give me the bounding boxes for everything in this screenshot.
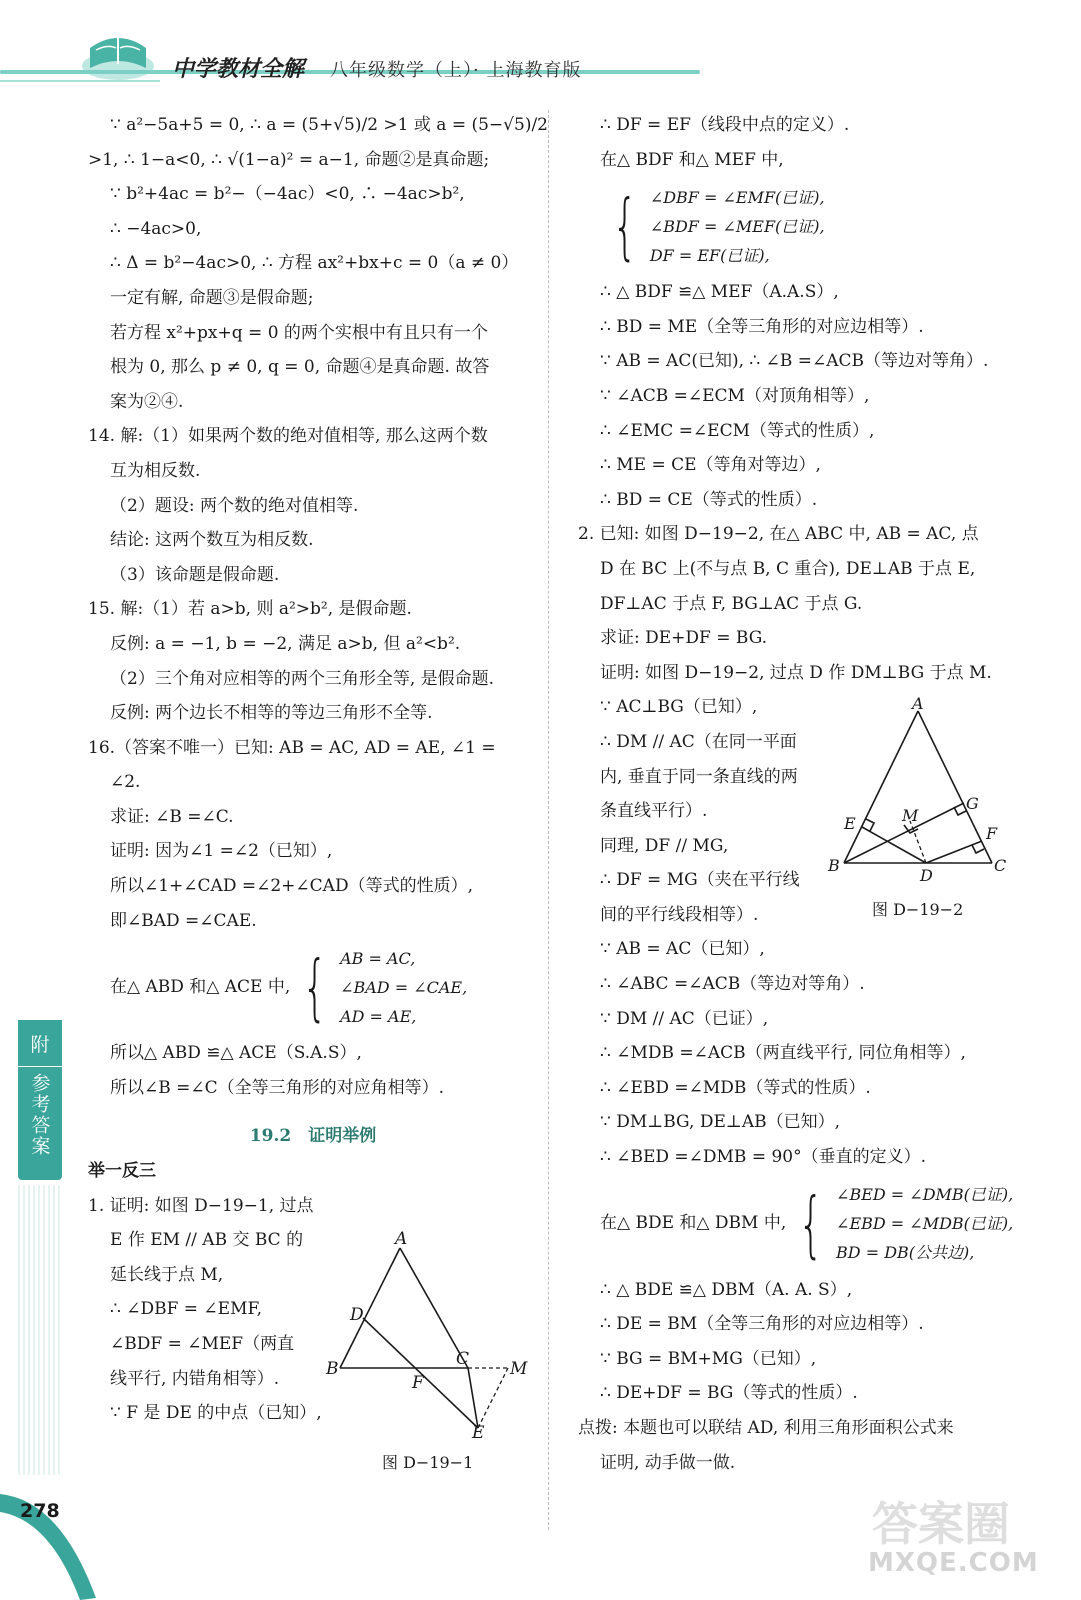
- text-line: ∠2.: [110, 772, 141, 793]
- text-line: ∴ △ BDE ≌△ DBM（A. A. S）,: [600, 1279, 853, 1300]
- brace-item: ∠EBD = ∠MDB(已证),: [836, 1214, 1014, 1234]
- figure-d-19-2: [822, 695, 1022, 895]
- side-tab-char: 附: [18, 1020, 62, 1067]
- point-label-f: F: [986, 824, 998, 843]
- brace-item: ∠BED = ∠DMB(已证),: [836, 1185, 1014, 1205]
- segment-em: [478, 1368, 508, 1428]
- text-line: 案为②④.: [110, 391, 184, 412]
- text-line: ∵ ∠ACB =∠ECM（对顶角相等）,: [600, 385, 870, 406]
- text-line: （2）三个角对应相等的两个三角形全等, 是假命题.: [110, 668, 495, 689]
- text-line: 证明: 因为∠1 =∠2（已知）,: [110, 841, 333, 862]
- text-line: 所以∠1+∠CAD =∠2+∠CAD（等式的性质）,: [110, 876, 473, 897]
- text-line: ∴ △ BDF ≌△ MEF（A.A.S）,: [600, 282, 839, 303]
- text-line: ∴ Δ = b²−4ac>0, ∴ 方程 ax²+bx+c = 0（a ≠ 0）: [110, 253, 519, 274]
- text-line: ∴ BD = CE（等式的性质）.: [600, 489, 818, 510]
- brace-glyph: {: [612, 184, 638, 269]
- congruence-system: [88, 938, 538, 1036]
- text-line: 求证: ∠B =∠C.: [110, 806, 234, 827]
- text-line: ∵ b²+4ac = b²−（−4ac）<0, ∴ −4ac>b²,: [110, 184, 465, 205]
- brace-glyph: {: [302, 945, 328, 1030]
- brace-item: AD = AE,: [340, 1006, 417, 1026]
- figure-caption-1: 图 D−19−1: [382, 1453, 474, 1472]
- text-line: 所以∠B =∠C（全等三角形的对应角相等）.: [110, 1077, 445, 1098]
- text-line: D 在 BC 上(不与点 B, C 重合), DE⊥AB 于点 E,: [600, 558, 976, 579]
- hint-line: 点拨: 本题也可以联结 AD, 利用三角形面积公式来: [578, 1418, 954, 1438]
- question-14: 14. 解:（1）如果两个数的绝对值相等, 那么这两个数: [88, 426, 488, 447]
- point-label-a: A: [912, 695, 924, 713]
- text-line: ∵ AC⊥BG（已知）,: [600, 697, 758, 718]
- congruence-system: [578, 177, 1048, 275]
- text-line: >1, ∴ 1−a<0, ∴ √(1−a)² = a−1, 命题②是真命题;: [88, 149, 490, 170]
- question-2: 2. 已知: 如图 D−19−2, 在△ ABC 中, AB = AC, 点: [578, 524, 979, 545]
- header-rule-short: [0, 80, 160, 82]
- point-label-m: M: [902, 806, 919, 825]
- text-line: 一定有解, 命题③是假命题;: [110, 287, 314, 308]
- watermark-text: MXQE.COM: [868, 1548, 1039, 1578]
- point-label-d: D: [350, 1305, 364, 1325]
- brace-glyph: {: [798, 1181, 824, 1266]
- text-line: ∵ a²−5a+5 = 0, ∴ a = (5+√5)/2 >1 或 a = (5−√5)/2: [110, 115, 548, 135]
- right-angle-f: [972, 845, 984, 853]
- text-line: DF⊥AC 于点 F, BG⊥AC 于点 G.: [600, 593, 863, 614]
- page-number: 278: [20, 1500, 60, 1522]
- text-line: 即∠BAD =∠CAE.: [110, 910, 257, 931]
- figure-caption-2: 图 D−19−2: [872, 900, 964, 919]
- figure-d-19-1: [320, 1230, 540, 1440]
- text-line: 线平行, 内错角相等）.: [110, 1368, 280, 1389]
- text-line: 根为 0, 那么 p ≠ 0, q = 0, 命题④是真命题. 故答: [110, 357, 490, 378]
- point-label-e: E: [472, 1423, 485, 1440]
- brace-items: [340, 944, 467, 1031]
- text-line: 证明: 如图 D−19−2, 过点 D 作 DM⊥BG 于点 M.: [600, 662, 992, 683]
- brace-item: ∠DBF = ∠EMF(已证),: [649, 187, 825, 207]
- point-label-f: F: [412, 1373, 424, 1393]
- text-line: 延长线于点 M,: [110, 1264, 224, 1285]
- point-label-c: C: [994, 856, 1007, 875]
- text-line: ∴ DM // AC（在同一平面: [600, 731, 797, 752]
- text-line: 同理, DF // MG,: [600, 835, 729, 856]
- page-header: [0, 0, 1081, 100]
- question-1: 1. 证明: 如图 D−19−1, 过点: [88, 1195, 314, 1216]
- segment-ac: [918, 711, 992, 863]
- text-line: ∴ ∠EBD =∠MDB（等式的性质）.: [600, 1077, 871, 1098]
- brace-lead: 在△ BDE 和△ DBM 中,: [600, 1213, 787, 1234]
- text-line: ∵ AB = AC（已知）,: [600, 939, 765, 960]
- text-line: ∴ ∠DBF = ∠EMF,: [110, 1299, 263, 1320]
- text-line: （2）题设: 两个数的绝对值相等.: [110, 495, 359, 516]
- segment-df: [926, 841, 982, 863]
- text-line: ∠BDF = ∠MEF（两直: [110, 1334, 295, 1354]
- segment-ab: [844, 711, 918, 863]
- text-line: 结论: 这两个数互为相反数.: [110, 530, 314, 551]
- brace-item: AB = AC,: [340, 948, 416, 968]
- text-line: 所以△ ABD ≌△ ACE（S.A.S）,: [110, 1043, 362, 1064]
- text-line: ∴ ∠EMC =∠ECM（等式的性质）,: [600, 420, 875, 441]
- question-15: 15. 解:（1）若 a>b, 则 a²>b², 是假命题.: [88, 599, 412, 620]
- text-line: 间的平行线段相等）.: [600, 904, 759, 925]
- book-logo-icon: [78, 18, 158, 88]
- text-line: ∴ ME = CE（等角对等边）,: [600, 455, 821, 476]
- text-line: ∵ F 是 DE 的中点（已知）,: [110, 1403, 322, 1424]
- point-label-a: A: [395, 1230, 408, 1249]
- text-line: 在△ BDF 和△ MEF 中,: [600, 149, 784, 170]
- side-decoration-strip: [18, 1185, 62, 1475]
- section-subtitle: 举一反三: [88, 1161, 156, 1182]
- point-label-b: B: [828, 856, 840, 875]
- text-line: ∴ −4ac>0,: [110, 218, 202, 239]
- text-line: ∵ AB = AC(已知), ∴ ∠B =∠ACB（等边对等角）.: [600, 351, 989, 372]
- watermark-logo: 答案圈: [872, 1497, 1010, 1551]
- congruence-system: [578, 1175, 1048, 1273]
- text-line: ∵ DM⊥BG, DE⊥AB（已知）,: [600, 1112, 841, 1133]
- brace-item: DF = EF(已证),: [649, 245, 770, 265]
- text-line: 若方程 x²+px+q = 0 的两个实根中有且只有一个: [110, 322, 488, 343]
- brace-item: ∠BAD = ∠CAE,: [340, 977, 468, 997]
- text-line: ∴ DE+DF = BG（等式的性质）.: [600, 1383, 858, 1404]
- text-line: 反例: a = −1, b = −2, 满足 a>b, 但 a²<b².: [110, 633, 461, 654]
- brace-lead: 在△ ABD 和△ ACE 中,: [110, 976, 291, 997]
- text-line: 内, 垂直于同一条直线的两: [600, 766, 798, 787]
- brace-items: [650, 183, 825, 270]
- text-line: ∴ ∠ABC =∠ACB（等边对等角）.: [600, 974, 865, 995]
- point-label-b: B: [326, 1359, 339, 1379]
- text-line: ∵ DM // AC（已证）,: [600, 1008, 769, 1029]
- point-label-g: G: [966, 794, 979, 813]
- text-line: （3）该命题是假命题.: [110, 564, 280, 585]
- side-tab-label: 参考答案: [28, 1073, 51, 1157]
- text-line: 互为相反数.: [110, 460, 201, 481]
- book-subtitle: 八年级数学（上）· 上海教育版: [330, 60, 582, 81]
- text-line: 反例: 两个边长不相等的等边三角形不全等.: [110, 703, 433, 724]
- point-label-d: D: [920, 866, 933, 885]
- point-label-m: M: [510, 1359, 528, 1379]
- section-title: 19.2 证明举例: [249, 1126, 377, 1147]
- question-16: 16.（答案不唯一）已知: AB = AC, AD = AE, ∠1 =: [88, 737, 496, 758]
- point-label-e: E: [844, 814, 856, 833]
- brace-item: ∠BDF = ∠MEF(已证),: [649, 216, 825, 236]
- text-line: 条直线平行）.: [600, 801, 708, 822]
- appendix-side-tab: [18, 1020, 62, 1180]
- brace-item: BD = DB(公共边),: [836, 1243, 975, 1263]
- segment-ab: [340, 1248, 400, 1368]
- text-line: 求证: DE+DF = BG.: [600, 628, 768, 649]
- text-line: ∴ DF = MG（夹在平行线: [600, 870, 800, 891]
- text-line: ∴ BD = ME（全等三角形的对应边相等）.: [600, 316, 924, 337]
- text-line: 证明, 动手做一做.: [600, 1452, 736, 1473]
- column-divider: [548, 110, 549, 1530]
- text-line: ∵ BG = BM+MG（已知）,: [600, 1348, 817, 1369]
- text-line: ∴ DE = BM（全等三角形的对应边相等）.: [600, 1314, 924, 1335]
- brace-items: [836, 1180, 1013, 1267]
- segment-de: [862, 827, 926, 863]
- text-line: E 作 EM // AB 交 BC 的: [110, 1230, 304, 1251]
- right-angle-g: [954, 807, 966, 815]
- point-label-c: C: [456, 1349, 470, 1369]
- text-line: ∴ ∠MDB =∠ACB（两直线平行, 同位角相等）,: [600, 1043, 966, 1064]
- book-title: 中学教材全解: [172, 56, 305, 82]
- segment-dm: [910, 821, 926, 863]
- text-line: ∴ ∠BED =∠DMB = 90°（垂直的定义）.: [600, 1147, 927, 1168]
- text-line: ∴ DF = EF（线段中点的定义）.: [600, 115, 850, 135]
